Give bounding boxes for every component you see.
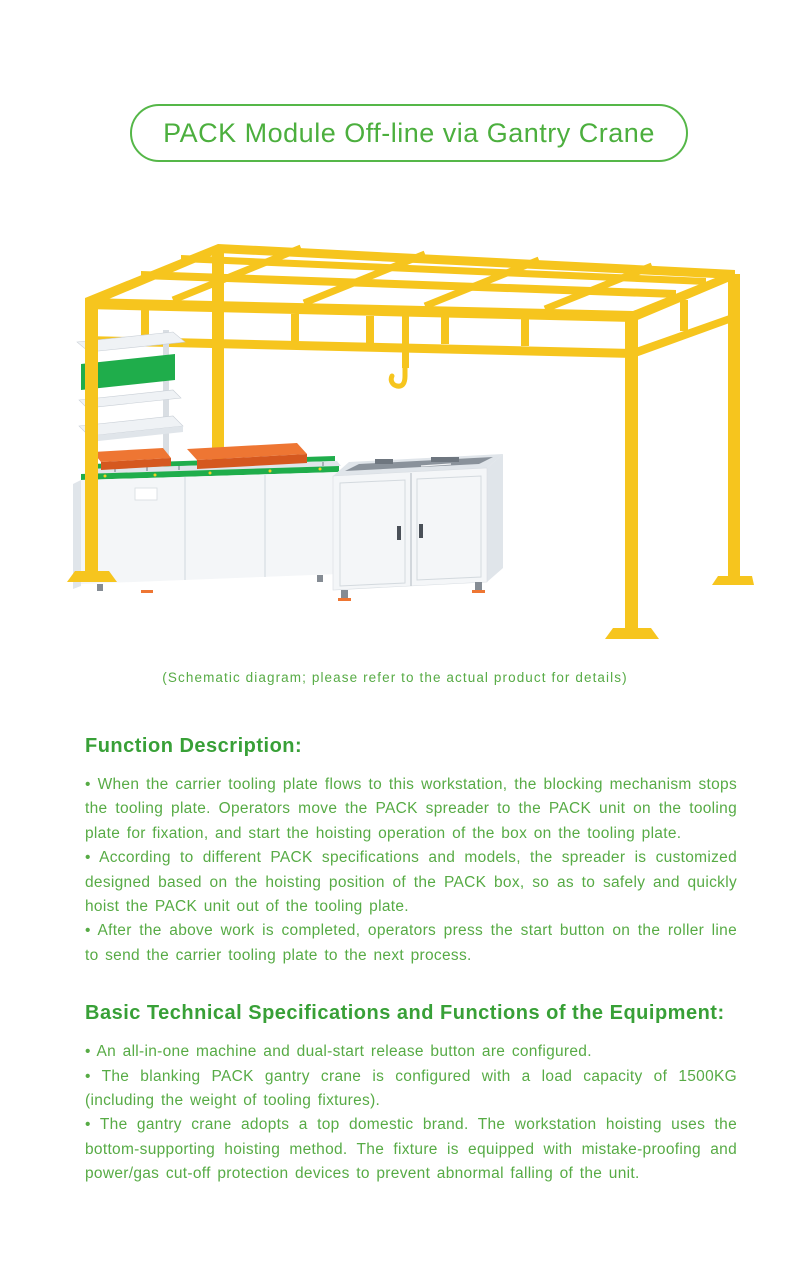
door-handle bbox=[419, 524, 423, 538]
leveling-mark bbox=[472, 590, 485, 593]
bullet-item: • The blanking PACK gantry crane is configured with a load capacity of 1500KG (including the weight of tooling fixtures). bbox=[85, 1067, 737, 1110]
page-title: PACK Module Off-line via Gantry Crane bbox=[163, 117, 655, 148]
door-handle bbox=[397, 526, 401, 540]
gantry-crane-illustration bbox=[35, 218, 755, 658]
bullet-item: • After the above work is completed, operators press the start button on the roller line to send the carrier tooling plate to the next process. bbox=[85, 922, 737, 964]
bullet-item: • When the carrier tooling plate flows to this workstation, the blocking mechanism stops the tooling plate. Operators move the PACK spreader to the PACK unit on the tooling plate for fixation, and start the hoisting operation of the box on the tooling plate. bbox=[85, 776, 737, 842]
conveyor-control-label bbox=[135, 488, 157, 500]
bullet-list bbox=[85, 1040, 737, 1186]
leveling-mark bbox=[338, 598, 351, 601]
page-title-badge bbox=[130, 104, 688, 162]
roller-conveyor bbox=[73, 443, 341, 593]
control-cabinet bbox=[333, 454, 503, 601]
section-heading: Function Description: bbox=[85, 735, 303, 757]
section-heading: Basic Technical Specifications and Functions of the Equipment: bbox=[85, 1002, 725, 1025]
bullet-item: • According to different PACK specifications and models, the spreader is customized designed based on the hoisting position of the PACK box, so as to safely and quickly hoist the PACK unit out of the tooling plate. bbox=[85, 849, 737, 916]
leveling-mark bbox=[141, 590, 153, 593]
section-technical-specifications bbox=[85, 1002, 737, 1186]
section-function-description bbox=[85, 735, 737, 968]
bullet-item: • The gantry crane adopts a top domestic brand. The workstation hoisting uses the bottom-supporting hoisting method. The fixture is equipped with mistake-proofing and power/gas cut-off protection devices to prevent abnormal falling of the unit. bbox=[85, 1116, 737, 1183]
illustration-caption: (Schematic diagram; please refer to the actual product for details) bbox=[162, 670, 628, 685]
bullet-list bbox=[85, 773, 737, 968]
bullet-item: • An all-in-one machine and dual-start release button are configured. bbox=[85, 1043, 592, 1061]
content bbox=[85, 735, 737, 1187]
